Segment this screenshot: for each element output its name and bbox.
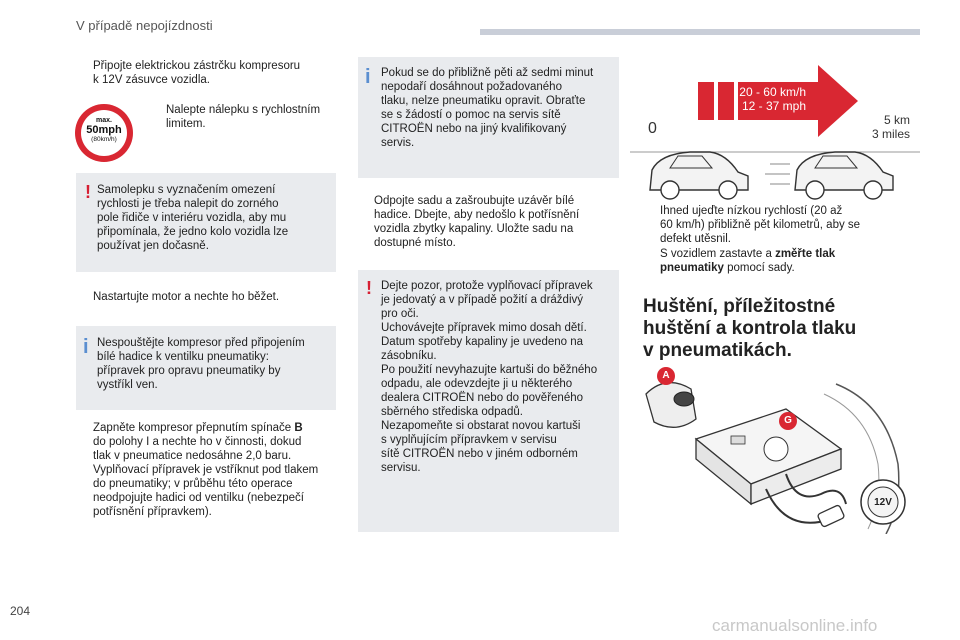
speed-range-label: 20 - 60 km/h 12 - 37 mph <box>739 85 806 113</box>
speed-limit-sticker <box>75 104 133 162</box>
header-bar <box>480 29 920 35</box>
callout-g-label: G <box>784 415 792 426</box>
car-start-icon <box>650 152 748 199</box>
watermark-text: carmanualsonline.info <box>712 616 878 635</box>
warning-icon: ! <box>85 182 91 202</box>
step-apply-sticker: Nalepte nálepku s rychlostním limitem. <box>166 104 321 130</box>
cartridge-icon <box>646 383 696 428</box>
section-heading: Huštění, příležitostné huštění a kontrola tlaku v pneumatikách. <box>643 296 857 361</box>
sign-mph: 50mph <box>86 124 122 136</box>
arrow-stripe-1 <box>698 82 714 120</box>
warning-toxic-text: Dejte pozor, protože vyplňovací přípravek je jedovatý a v případě požití a dráždivý pro oči. Uchovávejte přípravek mimo dosah dětí. Datum spotřeby kapaliny je uvedeno na zásobníku. Po použití nevyhazujte kartuši do běžného odpadu, ale odevzdejte ji u některého dealera CITROËN nebo do pověřeného sběrného střediska odpadů. Nezapomeňte si obstarat novou kartuši s vyplňujícím přípravkem v servisu sítě CITROËN nebo v jiném odborném servisu. <box>381 280 598 474</box>
info-compressor-text: Nespouštějte kompresor před připojením bílé hadice k ventilku pneumatiky: přípravek pro opravu pneumatiky by vystříkl ven. <box>97 337 305 391</box>
callout-a-label: A <box>662 370 670 381</box>
warning-sticker-text: Samolepku s vyznačením omezení rychlosti je třeba nalepit do zorného pole řidiče v interiéru vozidla, aby mu připomínala, že jedno kolo vozidla lze používat jen dočasně. <box>97 184 289 252</box>
step-drive-slowly: Ihned ujeďte nízkou rychlostí (20 až 60 km/h) přibližně pět kilometrů, aby se defekt utěsnil. <box>660 205 861 245</box>
step-disconnect-kit: Odpojte sadu a zašroubujte uzávěr bílé hadice. Dbejte, aby nedošlo k potřísnění vozidla zbytky kapaliny. Uložte sadu na dostupné místo. <box>374 195 580 249</box>
page-header-title: V případě nepojízdnosti <box>76 18 213 33</box>
info-icon: i <box>365 66 371 88</box>
distance-zero: 0 <box>648 120 657 137</box>
car-moving-icon <box>765 152 893 199</box>
step-stop-check: S vozidlem zastavte a změřte tlak pneumatiky pomocí sady. <box>660 248 836 274</box>
sign-max: max. <box>96 117 112 124</box>
step-start-engine: Nastartujte motor a nechte ho běžet. <box>93 291 280 303</box>
sign-kmh: (80km/h) <box>91 136 117 143</box>
plug-icon <box>817 505 845 528</box>
distance-end-label: 5 km 3 miles <box>871 113 910 141</box>
warning-icon: ! <box>366 278 372 298</box>
compressor-icon <box>696 409 841 504</box>
step-connect-compressor: Připojte elektrickou zástrčku kompresoru k 12V zásuvce vozidla. <box>93 60 301 86</box>
step-switch-on: Zapněte kompresor přepnutím spínače B do polohy I a nechte ho v činnosti, dokud tlak v pneumatice nedosáhne 2,0 baru. Vyplňovací přípravek je vstříknut pod tlakem do pneumatiky; v průběhu této operace neodpojujte hadici od ventilku (nebezpečí potřísnění přípravkem). <box>93 422 319 518</box>
info-pressure-text: Pokud se do přibližně pěti až sedmi minut nepodaří dosáhnout požadovaného tlaku, nelze pneumatiku opravit. Obraťte se s žádostí o pomoc na servis sítě CITROËN nebo na jiný kvalifikovaný servis. <box>381 67 594 149</box>
compressor-kit-illustration <box>636 364 906 534</box>
socket-12v-label: 12V <box>874 497 892 508</box>
info-icon: i <box>83 336 89 358</box>
page-number: 204 <box>10 604 31 618</box>
